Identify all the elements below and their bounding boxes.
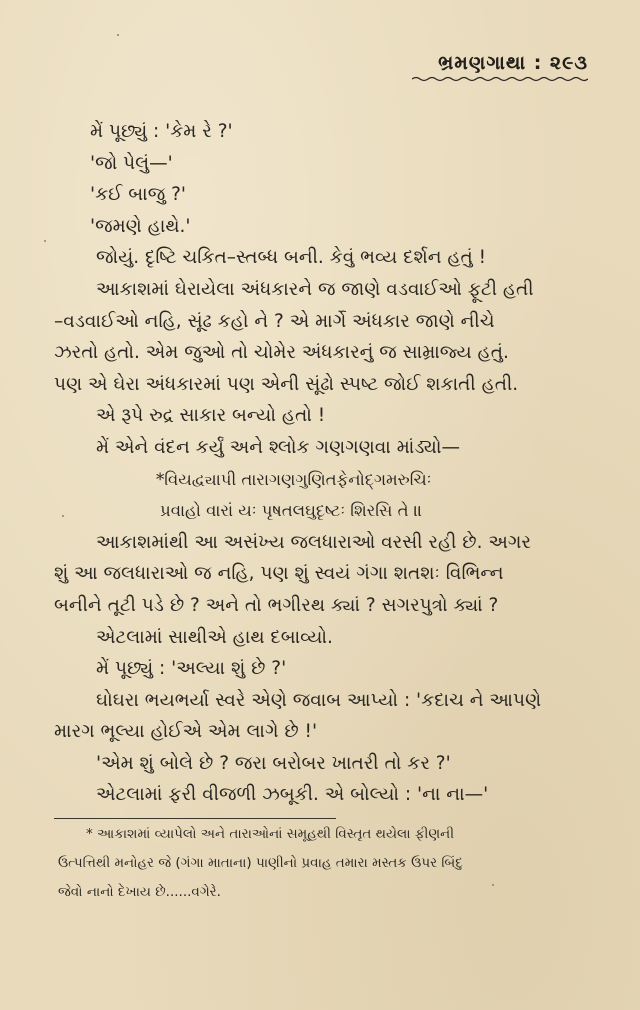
body-text: [54, 116, 594, 811]
paragraph-line: પણ એ ઘેરા અંધકારમાં પણ એની સૂંઢો સ્પષ્ટ જોઈ શકાતી હતી.: [54, 373, 519, 395]
paragraph-line: મેં એને વંદન કર્યું અને શ્લોક ગણગણવા માંડ્યો—: [96, 436, 460, 458]
sanskrit-verse-line: *વિયદ્વ્યાપી તારાગણગુણિતફેનોદ્ગમરુચિઃ: [156, 469, 432, 489]
paper-speck: [492, 884, 494, 886]
running-title: ભ્રમણગાથા : ૨૯૩: [438, 52, 588, 74]
paragraph-line: આકાશમાં ઘેરાયેલા અંધકારને જ જાણે વડવાઈઓ ફૂટી હતી: [96, 278, 534, 300]
paragraph-line: એ રૂપે રુદ્ર સાકાર બન્યો હતો !: [96, 405, 326, 427]
paper-speck: [44, 240, 46, 242]
dialogue-line: 'કઈ બાજુ ?': [90, 184, 186, 206]
paragraph-line: ઘોઘરા ભયભર્યા સ્વરે એણે જવાબ આપ્યો : 'કદાચ ને આપણે: [96, 689, 542, 711]
footnote-line: જેવો નાનો દેખાય છે......વગેરે.: [58, 884, 221, 900]
running-header: [412, 52, 588, 82]
footnote: [58, 820, 598, 907]
paragraph-line: આકાશમાંથી આ અસંખ્ય જલધારાઓ વરસી રહી છે. અગર: [96, 531, 531, 553]
footnote-divider: [54, 818, 336, 819]
footnote-line: * આકાશમાં વ્યાપેલો અને તારાઓનાં સમૂહથી વિસ્તૃત થયેલા ફીણની: [86, 826, 455, 842]
dialogue-line: 'જમણે હાથે.': [90, 215, 191, 237]
footnote-line: ઉત્પત્તિથી મનોહર જે (ગંગા માતાના) પાણીનો પ્રવાહ તમારા મસ્તક ઉપર બિંદુ: [58, 855, 463, 871]
dialogue-line: મેં પૂછ્યું : 'અલ્યા શું છે ?': [96, 658, 287, 680]
paragraph-line: એટલામાં ફરી વીજળી ઝબૂકી. એ બોલ્યો : 'ના ના—': [96, 784, 489, 806]
dialogue-line: મેં પૂછ્યું : 'કેમ રે ?': [90, 121, 233, 142]
dialogue-line: 'એમ શું બોલે છે ? જરા બરોબર ખાતરી તો કર ?': [96, 752, 451, 774]
paper-speck: [62, 515, 64, 517]
dialogue-line: 'જો પેલું—': [90, 152, 173, 174]
paragraph-line: –વડવાઈઓ નહિ, સૂંઢ કહો ને ? એ માર્ગે અંધકાર જાણે નીચે: [54, 310, 495, 332]
paragraph-line: એટલામાં સાથીએ હાથ દબાવ્યો.: [96, 626, 333, 648]
sanskrit-verse-line: પ્રવાહો વારાં યઃ પૃષતલઘુદૃષ્ટઃ શિરસિ તે ॥: [160, 501, 423, 521]
paragraph-line: શું આ જલધારાઓ જ નહિ, પણ શું સ્વયં ગંગા શતશઃ વિભિન્ન: [54, 563, 504, 585]
header-wavy-underline: [412, 76, 588, 82]
paragraph-line: બનીને તૂટી પડે છે ? અને તો ભગીરથ ક્યાં ? સગરપુત્રો ક્યાં ?: [54, 594, 499, 616]
paragraph-line: જોયું. દૃષ્ટિ ચકિત–સ્તબ્ધ બની. કેવું ભવ્ય દર્શન હતું !: [96, 247, 487, 269]
paper-speck: [117, 34, 119, 36]
paragraph-line: મારગ ભૂલ્યા હોઈએ એમ લાગે છે !': [54, 721, 318, 743]
paragraph-line: ઝરતો હતો. એમ જુઓ તો ચોમેર અંધકારનું જ સામ્રાજ્ય હતું.: [54, 342, 509, 364]
